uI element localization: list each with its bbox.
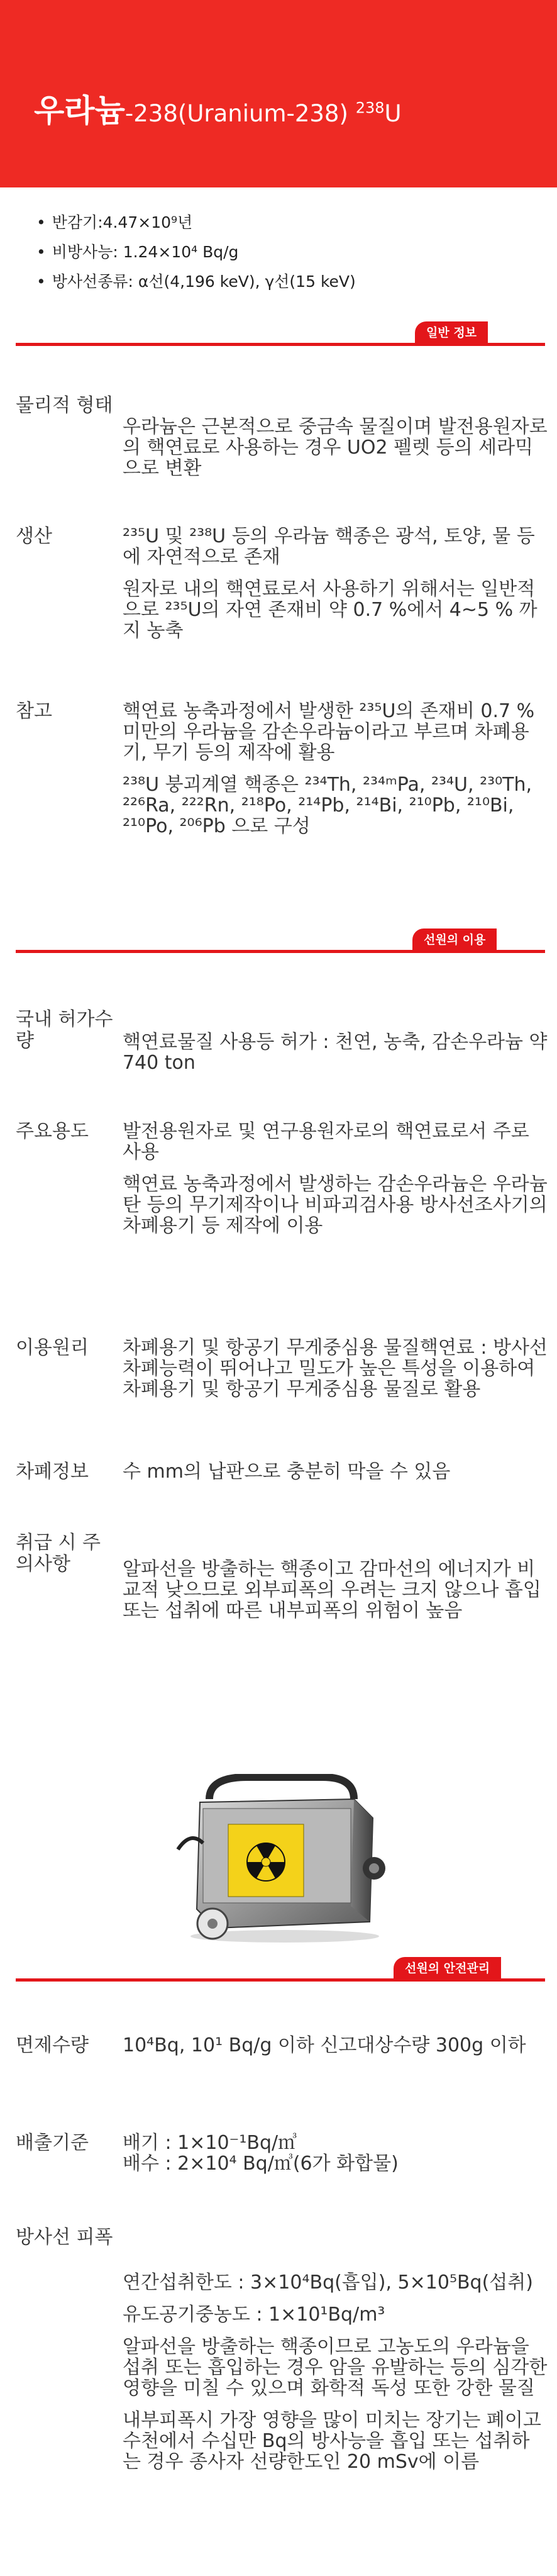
label-handling: 취급 시 주의사항 bbox=[16, 1532, 101, 1575]
label-physical-form: 물리적 형태 bbox=[16, 394, 113, 416]
text-discharge bbox=[123, 2133, 548, 2185]
title-rest: -238(Uranium-238) bbox=[124, 100, 356, 127]
page-title bbox=[34, 86, 402, 131]
paragraph: 알파선을 방출하는 핵종이고 감마선의 에너지가 비교적 낮으므로 외부피폭의 우려는 크지 않으나 흡입 또는 섭취에 따른 내부피폭의 위험이 높음 bbox=[123, 1558, 541, 1622]
section-badge-use: 선원의 이용 bbox=[412, 928, 497, 951]
paragraph: ²³⁵U 및 ²³⁸U 등의 우라늄 핵종은 광석, 토양, 물 등에 자연적으로 존재 bbox=[123, 525, 535, 568]
paragraph: 연간섭취한도 : 3×10⁴Bq(흡입), 5×10⁵Bq(섭취) bbox=[123, 2272, 533, 2294]
paragraph: 핵연료 농축과정에서 발생한 ²³⁵U의 존재비 0.7 % 미만의 우라늄을 감손우라늄이라고 부르며 차폐용기, 무기 등의 제작에 활용 bbox=[123, 700, 535, 764]
summary-radiation-type: • 방사선종류: α선(4,196 keV), γ선(15 keV) bbox=[36, 267, 356, 296]
paragraph: 우라늄은 근본적으로 중금속 물질이며 발전용원자로의 핵연료로 사용하는 경우 UO2 펠렛 등의 세라믹으로 변환 bbox=[123, 416, 548, 479]
summary-specific-activity: • 비방사능: 1.24×10⁴ Bq/g bbox=[36, 237, 356, 267]
paragraph: ²³⁸U 붕괴계열 핵종은 ²³⁴Th, ²³⁴ᵐPa, ²³⁴U, ²³⁰Th, ²²⁶Ra, ²²²Rn, ²¹⁸Po, ²¹⁴Pb, ²¹⁴Bi, ²¹⁰Pb, ²¹⁰Bi, ²¹⁰Po, ²⁰⁶Pb 으로 구성 bbox=[123, 774, 532, 837]
text-production bbox=[123, 526, 548, 652]
title-korean: 우라늄 bbox=[34, 92, 125, 129]
text-physical-form bbox=[123, 416, 548, 490]
label-production: 생산 bbox=[16, 525, 52, 547]
paragraph: 원자로 내의 핵연료로서 사용하기 위해서는 일반적으로 ²³⁵U의 자연 존재비 약 0.7 %에서 4~5 % 까지 농축 bbox=[123, 578, 538, 642]
paragraph: 알파선을 방출하는 핵종이므로 고농도의 우라늄을 섭취 또는 흡입하는 경우 암을 유발하는 등의 심각한 영향을 미칠 수 있으며 화학적 독성 또한 강한 물질 bbox=[123, 2336, 548, 2399]
paragraph: 차폐용기 및 항공기 무게중심용 물질핵연료 : 방사선 차폐능력이 뛰어나고 밀도가 높은 특성을 이용하여 차폐용기 및 항공기 무게중심용 물질로 활용 bbox=[123, 1337, 548, 1400]
text-handling bbox=[123, 1559, 548, 1632]
text-shielding bbox=[123, 1461, 548, 1493]
paragraph: 내부피폭시 가장 영향을 많이 미치는 장기는 폐이고 수천에서 수십만 Bq의 방사능을 흡입 또는 섭취하는 경우 종사자 선량한도인 20 mSv에 이름 bbox=[123, 2409, 541, 2473]
header-banner bbox=[0, 0, 557, 187]
element-symbol: U bbox=[384, 100, 402, 127]
mass-number: 238 bbox=[355, 99, 385, 117]
label-discharge: 배출기준 bbox=[16, 2132, 89, 2154]
radiation-container-photo bbox=[165, 1774, 395, 1948]
label-exposure: 방사선 피폭 bbox=[16, 2226, 113, 2248]
label-main-use: 주요용도 bbox=[16, 1120, 89, 1142]
text-exposure bbox=[123, 2272, 548, 2484]
paragraph: 유도공기중농도 : 1×10¹Bq/m³ bbox=[123, 2304, 385, 2326]
summary-list bbox=[36, 208, 356, 296]
label-domestic-license: 국내 허가수량 bbox=[16, 1008, 113, 1052]
text-reference bbox=[123, 701, 548, 848]
paragraph: 배수 : 2×10⁴ Bq/㎥(6가 화합물) bbox=[123, 2153, 399, 2175]
paragraph: 발전용원자로 및 연구용원자로의 핵연료로서 주로 사용 bbox=[123, 1120, 529, 1163]
text-main-use bbox=[123, 1121, 548, 1247]
text-domestic-license bbox=[123, 1032, 548, 1084]
summary-half-life: • 반감기:4.47×10⁹년 bbox=[36, 208, 356, 237]
paragraph: 핵연료물질 사용등 허가 : 천연, 농축, 감손우라늄 약 740 ton bbox=[123, 1031, 548, 1074]
label-reference: 참고 bbox=[16, 700, 52, 722]
text-exemption bbox=[123, 2035, 548, 2067]
text-principle bbox=[123, 1337, 548, 1411]
paragraph: 배기 : 1×10⁻¹Bq/㎥ bbox=[123, 2132, 297, 2154]
section-badge-safety: 선원의 안전관리 bbox=[394, 1957, 501, 1980]
paragraph: 핵연료 농축과정에서 발생하는 감손우라늄은 우라늄탄 등의 무기제작이나 비파괴검사용 방사선조사기의 차폐용기 등 제작에 이용 bbox=[123, 1173, 548, 1237]
paragraph: 10⁴Bq, 10¹ Bq/g 이하 신고대상수량 300g 이하 bbox=[123, 2034, 526, 2056]
label-shielding: 차폐정보 bbox=[16, 1461, 89, 1483]
label-exemption: 면제수량 bbox=[16, 2034, 89, 2056]
section-badge-general: 일반 정보 bbox=[415, 321, 488, 344]
label-principle: 이용원리 bbox=[16, 1337, 89, 1359]
paragraph: 수 mm의 납판으로 충분히 막을 수 있음 bbox=[123, 1461, 451, 1483]
